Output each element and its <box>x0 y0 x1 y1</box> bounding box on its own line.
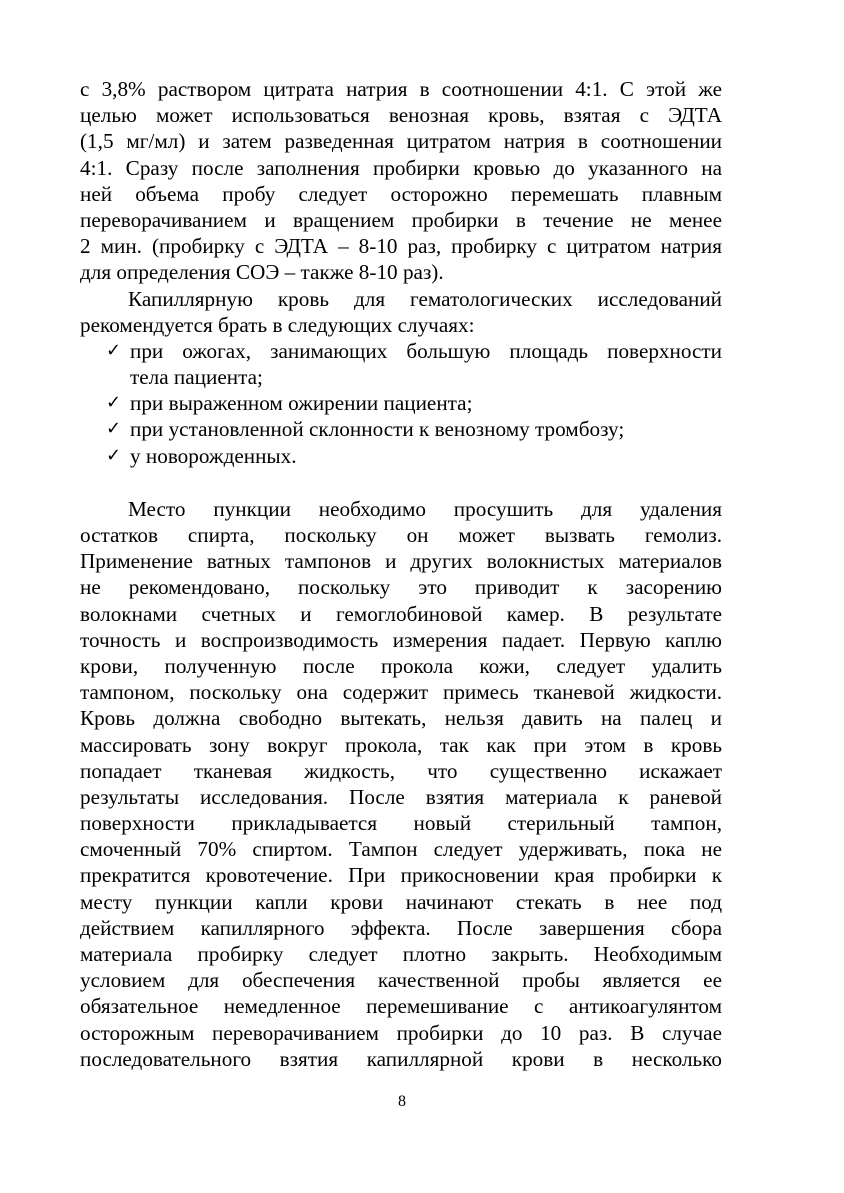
text-line: точность и воспроизводимость измерения падает. Первую каплю <box>80 627 722 652</box>
text-line: последовательного взятия капиллярной крови в несколько <box>80 1046 722 1071</box>
paragraph-puncture-procedure <box>80 496 722 1072</box>
list-item-line <box>80 416 722 442</box>
text-line: с 3,8% раствором цитрата натрия в соотношении 4:1. С этой же <box>80 77 722 101</box>
document-page <box>80 76 722 1072</box>
text-line: 4:1. Сразу после заполнения пробирки кровью до указанного на <box>80 155 722 180</box>
text-line: прекратится кровотечение. При прикосновении края пробирки к <box>80 863 722 888</box>
text-line: месту пункции капли крови начинают стекать в нее под <box>80 889 722 914</box>
text-line: смоченный 70% спиртом. Тампон следует удерживать, пока не <box>80 837 722 862</box>
text-line: крови, полученную после прокола кожи, следует удалить <box>80 653 722 678</box>
checkmark-icon: ✓ <box>106 444 122 466</box>
list-item-text: при ожогах, занимающих большую площадь поверхности <box>130 338 722 363</box>
paragraph-citrate-dilution <box>80 76 722 286</box>
text-line: условием для обеспечения качественной пробы является ее <box>80 968 722 993</box>
text-line: поверхности прикладывается новый стерильный тампон, <box>80 811 722 836</box>
list-item-text: при выраженном ожирении пациента; <box>130 391 473 416</box>
checkmark-icon: ✓ <box>106 392 122 414</box>
list-item-text: тела пациента; <box>130 365 263 390</box>
list-item <box>80 390 722 416</box>
page-number: 8 <box>398 1093 406 1110</box>
text-line: попадает тканевая жидкость, что существенно искажает <box>80 758 722 783</box>
text-line: целью может использоваться венозная кровь, взятая с ЭДТА <box>80 103 722 128</box>
list-item-line <box>80 338 722 364</box>
text-line: рекомендуется брать в следующих случаях: <box>80 312 475 337</box>
text-line: для определения СОЭ – также 8-10 раз). <box>80 260 444 285</box>
checkmark-list <box>80 338 722 469</box>
text-line: Капиллярную кровь для гематологических исследований <box>128 286 722 311</box>
text-line: (1,5 мг/мл) и затем разведенная цитратом натрия в соотношении <box>80 129 722 154</box>
text-line: материала пробирку следует плотно закрыть. Необходимым <box>80 942 722 966</box>
checkmark-icon: ✓ <box>106 339 122 361</box>
text-line: переворачиванием и вращением пробирки в течение не менее <box>80 207 722 232</box>
text-line: массировать зону вокруг прокола, так как при этом в кровь <box>80 732 722 757</box>
text-line: обязательное немедленное перемешивание с антикоагулянтом <box>80 994 722 1019</box>
list-item <box>80 443 722 469</box>
paragraph-capillary-intro <box>80 286 722 338</box>
text-line: волокнами счетных и гемоглобиновой камер. В результате <box>80 601 722 626</box>
text-line: 2 мин. (пробирку с ЭДТА – 8-10 раз, пробирку с цитратом натрия <box>80 234 722 259</box>
list-item-line <box>80 390 722 416</box>
text-line: Место пункции необходимо просушить для удаления <box>128 496 722 521</box>
text-line: тампоном, поскольку она содержит примесь тканевой жидкости. <box>80 680 722 705</box>
text-line: не рекомендовано, поскольку это приводит к засорению <box>80 575 722 600</box>
list-item <box>80 338 722 390</box>
checkmark-icon: ✓ <box>106 418 122 440</box>
text-line: действием капиллярного эффекта. После завершения сбора <box>80 915 722 940</box>
blank-spacer <box>80 469 722 496</box>
text-line: ней объема пробу следует осторожно перемешать плавным <box>80 181 722 206</box>
text-line: осторожным переворачиванием пробирки до 10 раз. В случае <box>80 1020 722 1045</box>
list-item-line <box>80 443 722 469</box>
list-item-text: у новорожденных. <box>130 443 297 468</box>
list-item-text: при установленной склонности к венозному тромбозу; <box>130 417 625 442</box>
text-line: Применение ватных тампонов и других волокнистых материалов <box>80 549 722 574</box>
text-line: остатков спирта, поскольку он может вызвать гемолиз. <box>80 523 722 547</box>
list-item <box>80 416 722 442</box>
text-line: результаты исследования. После взятия материала к раневой <box>80 784 722 809</box>
text-line: Кровь должна свободно вытекать, нельзя давить на палец и <box>80 706 722 731</box>
